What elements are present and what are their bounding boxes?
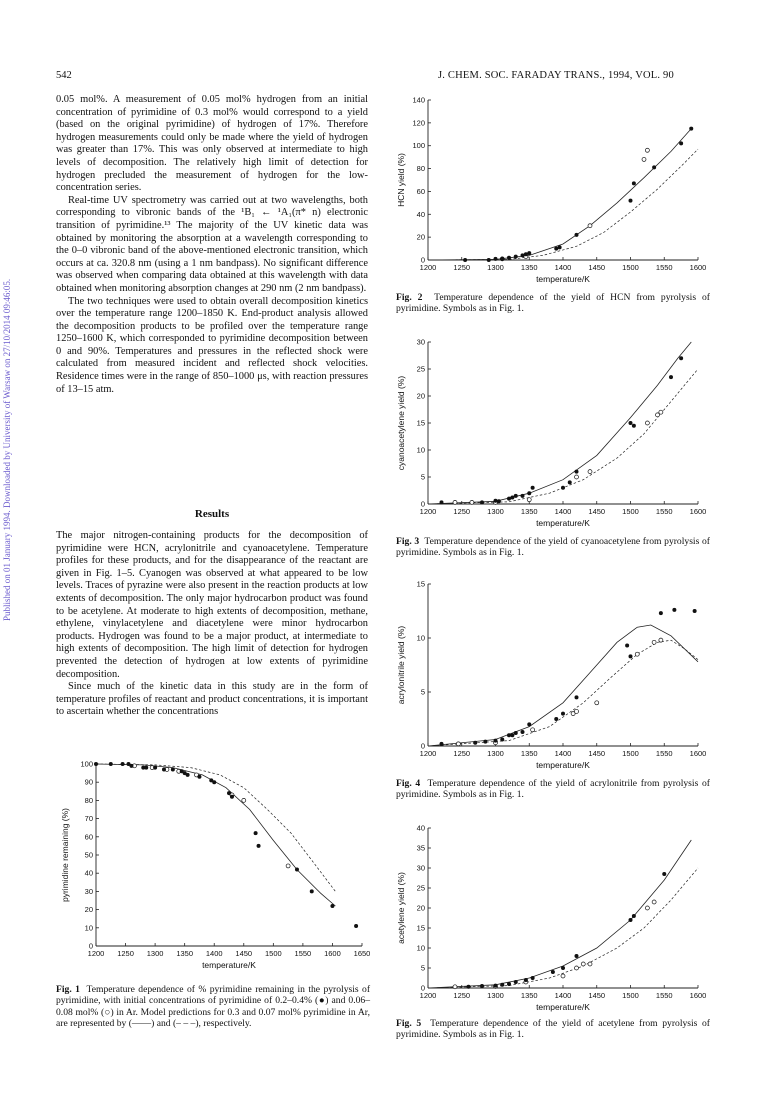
- x-tick-label: 1500: [622, 991, 639, 1000]
- data-point-open: [242, 798, 246, 802]
- results-heading: Results: [194, 508, 230, 520]
- data-point-filled: [500, 257, 504, 261]
- data-point-filled: [554, 717, 558, 721]
- x-axis-label: temperature/K: [536, 518, 590, 528]
- data-point-filled: [629, 654, 633, 658]
- body-column-bottom: [56, 530, 368, 719]
- data-point-filled: [330, 904, 334, 908]
- data-point-open: [575, 709, 579, 713]
- paragraph-5: Since much of the kinetic data in this study are in the form of temperature profiles of reactant and product concentrations, it is important to ascertain whether the concentrations: [56, 681, 368, 718]
- data-point-filled: [109, 762, 113, 766]
- x-tick-label: 1250: [453, 263, 471, 272]
- y-tick-label: 15: [416, 923, 425, 933]
- y-tick-label: 10: [416, 445, 425, 455]
- y-tick-label: 80: [84, 795, 93, 805]
- figure-3-label: Fig. 3: [396, 536, 420, 547]
- data-point-filled: [162, 767, 166, 771]
- x-tick-label: 1550: [294, 949, 312, 958]
- data-point-open: [645, 148, 649, 152]
- figure-3-caption: [396, 536, 710, 559]
- figure-2-label: Fig. 2: [396, 292, 423, 303]
- data-point-filled: [197, 775, 201, 779]
- data-point-open: [470, 500, 474, 504]
- model-curve-low-conc: [428, 149, 698, 260]
- data-point-filled: [507, 982, 511, 986]
- y-axis-label: acetylene yield (%): [396, 872, 406, 944]
- x-axis-label: temperature/K: [536, 1002, 590, 1012]
- y-tick-label: 5: [420, 963, 425, 973]
- data-point-open: [456, 742, 460, 746]
- x-tick-label: 1500: [264, 949, 282, 958]
- x-tick-label: 1600: [689, 749, 707, 758]
- x-tick-label: 1450: [588, 263, 606, 272]
- data-point-filled: [575, 954, 579, 958]
- y-tick-label: 25: [416, 883, 425, 893]
- data-point-filled: [463, 258, 467, 262]
- data-point-open: [575, 475, 579, 479]
- model-curve-high-conc: [428, 129, 691, 260]
- data-point-filled: [487, 258, 491, 262]
- y-tick-label: 10: [416, 633, 425, 643]
- y-tick-label: 20: [84, 905, 93, 915]
- data-point-filled: [494, 984, 498, 988]
- y-tick-label: 70: [84, 814, 93, 824]
- y-tick-label: 40: [416, 823, 425, 833]
- y-axis-label: acrylonitrile yield (%): [396, 625, 406, 705]
- data-point-filled: [507, 256, 511, 260]
- data-point-filled: [558, 245, 562, 249]
- x-axis-label: temperature/K: [536, 760, 590, 770]
- data-point-open: [527, 498, 531, 502]
- figure-4-label: Fig. 4: [396, 778, 421, 789]
- data-point-open: [659, 410, 663, 414]
- model-curve-high-conc: [428, 342, 691, 504]
- data-point-open: [588, 470, 592, 474]
- data-point-filled: [679, 356, 683, 360]
- data-point-filled: [494, 499, 498, 503]
- data-point-open: [595, 701, 599, 705]
- data-point-filled: [440, 742, 444, 746]
- y-tick-label: 120: [412, 118, 425, 128]
- y-tick-label: 100: [80, 759, 93, 769]
- y-tick-label: 60: [416, 186, 425, 196]
- paragraph-2: Real-time UV spectrometry was carried out at two wavelengths, both corresponding to vibronic bands of the ¹B₁ ← ¹A₁(π* n) electronic transition of pyrimidine.¹³ The majority of the UV kinetic data was obtained by monitoring the absorption at a wavelength corresponding to the 0–0 vibronic band of the above-mentioned electronic transition, which occurs at ca. 320.8 nm (using a 1 nm bandpass). No significant difference was observed when comparing data obtained at this wavelength with data obtained when monitoring absorption changes at 290 nm (2 nm bandpass).: [56, 194, 368, 294]
- data-point-open: [453, 985, 457, 989]
- figure-1-caption: [56, 984, 370, 1030]
- data-point-filled: [629, 918, 633, 922]
- x-tick-label: 1550: [655, 507, 673, 516]
- y-tick-label: 100: [412, 141, 425, 151]
- y-axis-label: cyanoacetylene yield (%): [396, 375, 406, 471]
- x-tick-label: 1500: [622, 263, 639, 272]
- y-tick-label: 0: [420, 983, 425, 993]
- x-tick-label: 1250: [117, 949, 134, 958]
- x-tick-label: 1200: [419, 991, 437, 1000]
- x-tick-label: 1450: [588, 507, 606, 516]
- model-curve-high-conc: [428, 625, 698, 746]
- x-tick-label: 1450: [588, 749, 606, 758]
- data-point-filled: [144, 766, 148, 770]
- x-tick-label: 1400: [554, 991, 572, 1000]
- data-point-filled: [514, 494, 518, 498]
- data-point-filled: [575, 695, 579, 699]
- figure-3-caption-text: Temperature dependence of the yield of cyanoacetylene from pyrolysis of pyrimidine. Symbols as in Fig. 1.: [396, 536, 710, 559]
- data-point-filled: [575, 470, 579, 474]
- y-tick-label: 35: [416, 843, 425, 853]
- data-point-filled: [480, 984, 484, 988]
- data-point-filled: [212, 780, 216, 784]
- data-point-filled: [551, 970, 555, 974]
- x-tick-label: 1500: [622, 749, 639, 758]
- data-point-filled: [171, 767, 175, 771]
- x-axis-label: temperature/K: [202, 960, 256, 970]
- x-tick-label: 1600: [689, 507, 707, 516]
- data-point-filled: [310, 889, 314, 893]
- data-point-filled: [514, 731, 518, 735]
- x-tick-label: 1350: [520, 263, 538, 272]
- data-point-filled: [153, 766, 157, 770]
- x-tick-label: 1400: [554, 749, 572, 758]
- data-point-filled: [510, 733, 514, 737]
- data-point-open: [645, 906, 649, 910]
- figure-4-caption: [396, 778, 710, 801]
- data-point-filled: [521, 730, 525, 734]
- x-tick-label: 1300: [487, 263, 504, 272]
- data-point-filled: [440, 500, 444, 504]
- data-point-filled: [514, 255, 518, 259]
- data-point-open: [659, 638, 663, 642]
- data-point-filled: [480, 500, 484, 504]
- x-tick-label: 1300: [487, 991, 504, 1000]
- model-curve-low-conc: [428, 640, 698, 746]
- y-tick-label: 0: [88, 941, 93, 951]
- data-point-filled: [568, 480, 572, 484]
- data-point-filled: [632, 424, 636, 428]
- data-point-filled: [230, 795, 234, 799]
- data-point-filled: [632, 914, 636, 918]
- data-point-filled: [561, 486, 565, 490]
- data-point-filled: [632, 181, 636, 185]
- data-point-filled: [483, 740, 487, 744]
- x-tick-label: 1300: [146, 949, 164, 958]
- data-point-filled: [227, 791, 231, 795]
- figure-4-chart: [392, 574, 712, 774]
- x-tick-label: 1400: [554, 263, 572, 272]
- y-tick-label: 60: [84, 832, 93, 842]
- journal-header: J. CHEM. SOC. FARADAY TRANS., 1994, VOL. 90: [438, 70, 674, 81]
- figure-5-caption-text: Temperature dependence of the yield of acetylene from pyrolysis of pyrimidine. Symbols as in Fig. 1.: [396, 1018, 711, 1041]
- figure-1-chart: [56, 752, 376, 982]
- data-point-filled: [354, 924, 358, 928]
- x-axis-label: temperature/K: [536, 274, 590, 284]
- body-column-top: [56, 94, 368, 396]
- data-point-filled: [500, 983, 504, 987]
- data-point-open: [575, 966, 579, 970]
- data-point-filled: [129, 764, 133, 768]
- x-tick-label: 1600: [689, 991, 707, 1000]
- figure-5-label: Fig. 5: [396, 1018, 422, 1029]
- y-tick-label: 20: [416, 232, 425, 242]
- data-point-filled: [514, 980, 518, 984]
- data-point-filled: [473, 741, 477, 745]
- data-point-filled: [531, 976, 535, 980]
- x-tick-label: 1200: [419, 749, 437, 758]
- y-tick-label: 15: [416, 579, 425, 589]
- model-curve-high-conc: [96, 764, 335, 906]
- x-tick-label: 1200: [419, 507, 437, 516]
- figure-2-caption: [396, 292, 710, 315]
- figure-2-caption-text: Temperature dependence of the yield of HCN from pyrolysis of pyrimidine. Symbols as in Fig. 1.: [396, 292, 710, 315]
- y-tick-label: 20: [416, 903, 425, 913]
- data-point-filled: [575, 233, 579, 237]
- y-tick-label: 0: [420, 499, 425, 509]
- x-tick-label: 1400: [554, 507, 572, 516]
- x-tick-label: 1350: [520, 507, 538, 516]
- x-tick-label: 1500: [622, 507, 639, 516]
- data-point-open: [652, 900, 656, 904]
- y-axis-label: pyrimidine remaining (%): [60, 807, 70, 903]
- data-point-filled: [94, 762, 98, 766]
- y-tick-label: 80: [416, 164, 425, 174]
- paragraph-4: The major nitrogen-containing products for the decomposition of pyrimidine were HCN, acrylonitrile and cyanoacetylene. Temperature profiles for these products, and for the disappearance of the reactant are given in Fig. 1–5. Cyanogen was observed at what appeared to be low levels. Traces of pyrazine were also present in the reaction products at low extents of decomposition. The only major hydrocarbon product was found to be acetylene. At moderate to high extents of decomposition, methane, ethylene, vinylacetylene and diacetylene were minor hydrocarbon products. Hydrogen was found to be a major product, at intermediate to high extents of decomposition. The high limit of detection for hydrogen prevented the detection of hydrogen at low extents of pyrimidine decomposition.: [56, 530, 368, 680]
- data-point-filled: [527, 251, 531, 255]
- page-number: 542: [56, 70, 72, 81]
- data-point-open: [588, 962, 592, 966]
- data-point-filled: [527, 722, 531, 726]
- data-point-open: [286, 864, 290, 868]
- data-point-filled: [497, 499, 501, 503]
- x-tick-label: 1600: [689, 263, 707, 272]
- data-point-filled: [629, 199, 633, 203]
- y-tick-label: 5: [420, 472, 425, 482]
- x-tick-label: 1200: [419, 263, 437, 272]
- data-point-filled: [531, 486, 535, 490]
- x-tick-label: 1600: [324, 949, 341, 958]
- figure-1-caption-text: Temperature dependence of % pyrimidine remaining in the pyrolysis of pyrimidine, with initial concentrations of pyrimidine of 0.2–0.4% (●) and 0.06–0.08 mol% (○) in Ar. Model predictions for 0.3 and 0.07 mol% pyrimidine in Ar, are represented by (——) and (– – –), respectively.: [56, 984, 371, 1030]
- data-point-open: [561, 974, 565, 978]
- data-point-open: [656, 413, 660, 417]
- y-tick-label: 15: [416, 418, 425, 428]
- figure-2-chart: [392, 90, 712, 288]
- y-tick-label: 50: [84, 850, 93, 860]
- data-point-filled: [295, 868, 299, 872]
- data-point-filled: [652, 165, 656, 169]
- y-tick-label: 10: [416, 943, 425, 953]
- x-tick-label: 1550: [655, 263, 673, 272]
- x-tick-label: 1250: [453, 507, 471, 516]
- y-tick-label: 40: [84, 868, 93, 878]
- data-point-filled: [507, 497, 511, 501]
- data-point-filled: [629, 421, 633, 425]
- download-note: Published on 01 January 1994. Downloaded by University of Warsaw on 27/10/2014 09:46:05.: [2, 278, 12, 622]
- data-point-filled: [693, 609, 697, 613]
- x-tick-label: 1400: [205, 949, 223, 958]
- model-curve-low-conc: [428, 369, 698, 504]
- x-tick-label: 1350: [520, 991, 538, 1000]
- x-tick-label: 1450: [588, 991, 606, 1000]
- y-tick-label: 10: [84, 923, 93, 933]
- y-tick-label: 0: [420, 741, 425, 751]
- data-point-filled: [561, 712, 565, 716]
- data-point-filled: [467, 985, 471, 989]
- data-point-open: [652, 640, 656, 644]
- data-point-filled: [662, 872, 666, 876]
- x-tick-label: 1650: [353, 949, 371, 958]
- y-axis-label: HCN yield (%): [396, 153, 406, 207]
- y-tick-label: 20: [416, 391, 425, 401]
- data-point-filled: [500, 738, 504, 742]
- x-tick-label: 1300: [487, 749, 504, 758]
- paragraph-1: 0.05 mol%. A measurement of 0.05 mol% hydrogen from an initial concentration of pyrimidine of 0.3 mol% would correspond to a yield (based on the original pyrimidine) of hydrogen of 17%. Therefore hydrogen measurements could only be made where the yield of hydrogen was greater than 17%. This was only observed at intermediate to high levels of decomposition. The relatively high limit of detection for hydrogen precluded the measurement of hydrogen for the low-concentration series.: [56, 94, 368, 194]
- y-tick-label: 30: [416, 337, 425, 347]
- x-tick-label: 1550: [655, 991, 673, 1000]
- figure-5-chart: [392, 818, 712, 1016]
- data-point-filled: [679, 141, 683, 145]
- y-tick-label: 30: [416, 863, 425, 873]
- x-tick-label: 1200: [87, 949, 105, 958]
- figure-3-chart: [392, 332, 712, 532]
- y-tick-label: 140: [412, 95, 425, 105]
- data-point-open: [581, 962, 585, 966]
- data-point-open: [642, 157, 646, 161]
- data-point-open: [645, 421, 649, 425]
- model-curve-high-conc: [428, 840, 691, 988]
- x-tick-label: 1550: [655, 749, 673, 758]
- data-point-open: [588, 224, 592, 228]
- data-point-filled: [254, 831, 258, 835]
- data-point-filled: [521, 494, 525, 498]
- y-tick-label: 30: [84, 886, 93, 896]
- data-point-filled: [527, 491, 531, 495]
- data-point-filled: [257, 844, 261, 848]
- figure-4-caption-text: Temperature dependence of the yield of acrylonitrile from pyrolysis of pyrimidine. Symbols as in Fig. 1.: [396, 778, 710, 801]
- x-tick-label: 1300: [487, 507, 504, 516]
- y-tick-label: 40: [416, 209, 425, 219]
- data-point-filled: [121, 762, 125, 766]
- x-tick-label: 1250: [453, 991, 471, 1000]
- figure-5-caption: [396, 1018, 710, 1041]
- data-point-filled: [524, 978, 528, 982]
- x-tick-label: 1250: [453, 749, 471, 758]
- data-point-filled: [659, 611, 663, 615]
- x-tick-label: 1350: [176, 949, 194, 958]
- data-point-open: [635, 652, 639, 656]
- x-tick-label: 1350: [520, 749, 538, 758]
- data-point-filled: [494, 257, 498, 261]
- data-point-open: [453, 500, 457, 504]
- data-point-filled: [672, 608, 676, 612]
- data-point-filled: [561, 966, 565, 970]
- data-point-filled: [494, 739, 498, 743]
- paragraph-3: The two techniques were used to obtain overall decomposition kinetics over the temperature range 1200–1850 K. End-product analysis allowed the decomposition products to be profiled over the temperature range 1250–1600 K, which corresponded to pyrimidine decomposition between 0 and 90%. Temperatures and pressures in the reflected shock were calculated from measured incident and reflected shock velocities. Residence times were in the range of 850–1000 μs, with reaction pressures of 13–15 atm.: [56, 295, 368, 395]
- x-tick-label: 1450: [235, 949, 253, 958]
- y-tick-label: 25: [416, 364, 425, 374]
- y-tick-label: 5: [420, 687, 425, 697]
- y-tick-label: 90: [84, 777, 93, 787]
- data-point-filled: [625, 644, 629, 648]
- y-tick-label: 0: [420, 255, 425, 265]
- figure-1-label: Fig. 1: [56, 984, 80, 995]
- data-point-filled: [186, 773, 190, 777]
- data-point-open: [531, 728, 535, 732]
- data-point-filled: [689, 127, 693, 131]
- data-point-filled: [669, 375, 673, 379]
